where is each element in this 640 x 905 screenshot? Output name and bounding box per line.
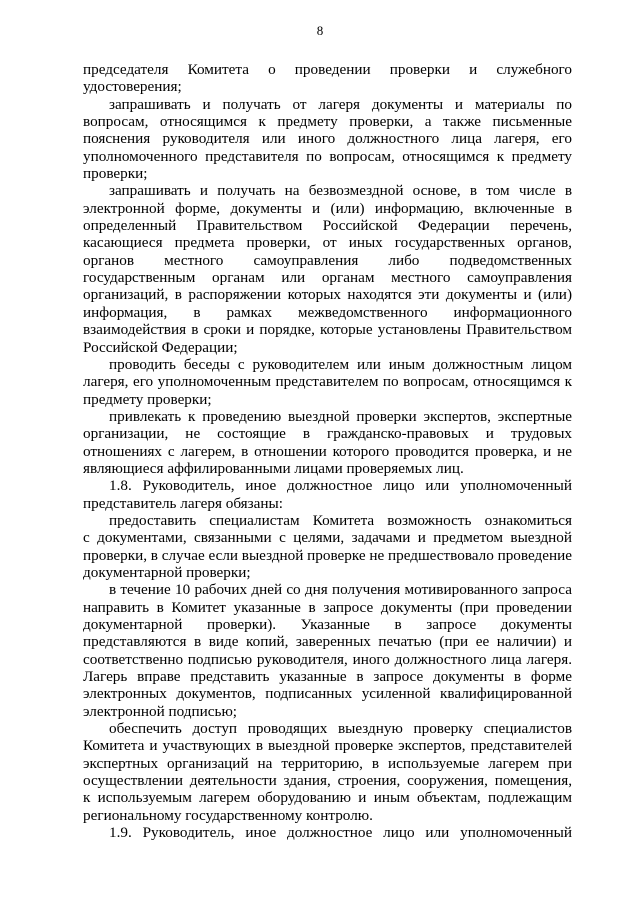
text-line: удостоверения;	[83, 78, 182, 96]
text-line: Комитета и участвующих в выездной проверке экспертов, представителей	[83, 737, 573, 755]
text-line: организаций, в распоряжении которых находятся эти документы и (или)	[83, 286, 572, 304]
text-line: определенный Правительством Российской Федерации перечень,	[83, 217, 573, 235]
text-line: предмету проверки;	[83, 390, 212, 408]
text-line: экспертных организаций на территорию, в используемые лагерем при	[83, 754, 573, 772]
document-body	[83, 61, 572, 841]
text-line: направить в Комитет указанные в запросе документы (при проведении	[83, 598, 572, 616]
text-line: Лагерь вправе представить указанные в запросе документы в форме	[83, 668, 573, 686]
text-line: электронной форме, документы и (или) информацию, включенные в	[83, 199, 573, 217]
text-line: с документами, связанными с целями, задачами и предметом выездной	[83, 529, 573, 547]
text-line: документарной проверки;	[83, 563, 251, 581]
text-line: документарной проверки). Указанные в запросе документы	[83, 616, 573, 633]
text-line: запрашивать и получать от лагеря документы и материалы по	[109, 95, 572, 113]
text-line: к используемым лагерем оборудованию и иным объектам, подлежащим	[83, 789, 573, 807]
text-line: проверки, в случае если выездной проверке не предшествовало проведение	[83, 546, 572, 564]
text-line: пояснения руководителя или иного должностного лица лагеря, его	[83, 130, 572, 148]
text-line: организации, не состоящие в гражданско-правовых и трудовых	[83, 425, 572, 443]
text-line: запрашивать и получать на безвозмездной основе, в том числе в	[109, 182, 573, 200]
text-line: государственным органам или органам местного самоуправления	[83, 269, 572, 287]
text-line: Российской Федерации;	[83, 338, 238, 356]
text-line: лагеря, его уполномоченным представителем по вопросам, относящимся к	[83, 373, 572, 391]
text-line: проверки;	[83, 165, 148, 183]
text-line: в течение 10 рабочих дней со дня получения мотивированного запроса	[109, 581, 572, 599]
text-line: электронных документов, подписанных усиленной квалифицированной	[83, 685, 573, 703]
text-line: являющиеся аффилированными лицами проверяемых лиц.	[83, 459, 464, 477]
text-line: 1.8. Руководитель, иное должностное лицо или уполномоченный	[109, 477, 573, 495]
text-line: привлекать к проведению выездной проверки экспертов, экспертные	[109, 407, 573, 425]
text-line: электронной подписью;	[83, 702, 238, 720]
text-line: осуществлении деятельности здания, строения, сооружения, помещения,	[83, 772, 572, 790]
text-line: взаимодействия в сроки и порядке, которые установлены Правительством	[83, 321, 572, 339]
text-line: представляются в виде копий, заверенных печатью (при ее наличии) и	[83, 633, 573, 651]
text-line: предоставить специалистам Комитета возможность ознакомиться	[109, 511, 573, 529]
text-line: касающиеся предмета проверки, от иных государственных органов,	[83, 234, 572, 252]
text-line: отношениях с лагерем, в отношении которого проводится проверка, и не	[83, 442, 572, 460]
text-line: проводить беседы с руководителем или иным должностным лицом	[109, 355, 573, 373]
text-line: представитель лагеря обязаны:	[83, 494, 283, 512]
text-line: органов местного самоуправления либо подведомственных	[83, 251, 572, 269]
text-line: председателя Комитета о проведении проверки и служебного	[83, 61, 572, 78]
text-line: вопросам, относящимся к предмету проверки, а также письменные	[83, 113, 572, 131]
text-line: 1.9. Руководитель, иное должностное лицо или уполномоченный	[109, 824, 573, 842]
text-line: информация, в рамках межведомственного информационного	[83, 303, 572, 321]
text-line: обеспечить доступ проводящих выездную проверку специалистов	[109, 720, 572, 738]
text-line: соответственно подписью руководителя, иного должностного лица лагеря.	[83, 650, 572, 668]
text-line: уполномоченного представителя по вопросам, относящимся к предмету	[83, 147, 572, 165]
text-line: региональному государственному контролю.	[83, 806, 373, 824]
page-number: 8	[316, 23, 324, 38]
